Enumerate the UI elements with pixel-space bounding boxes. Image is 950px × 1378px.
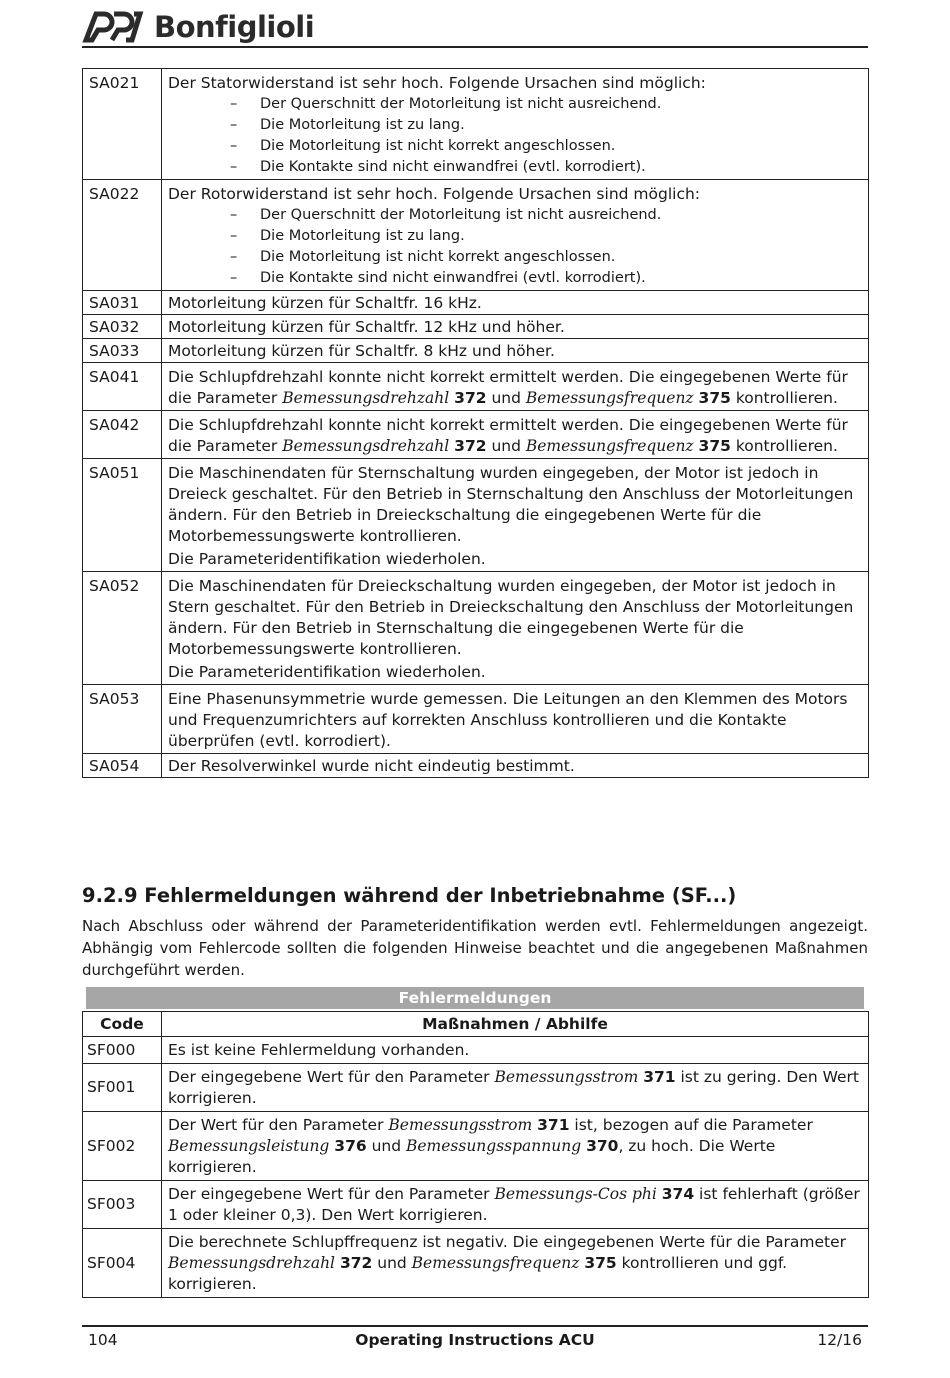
- parameter-name: Bemessungsfrequenz: [525, 437, 694, 455]
- error-code: SF002: [83, 1112, 162, 1181]
- error-code: SA051: [83, 459, 162, 572]
- error-code: SA032: [83, 315, 162, 339]
- page-header: [82, 8, 868, 48]
- parameter-name: Bemessungsdrehzahl: [168, 1254, 336, 1272]
- section-title: 9.2.9 Fehlermeldungen während der Inbetriebnahme (SF...): [82, 884, 737, 907]
- row-text: Die Maschinendaten für Dreieckschaltung wurden eingegeben, der Motor ist jedoch in Stern geschaltet. Für den Betrieb in Dreieckschaltung den Anschluss der Motorleitungen ändern. Für den Betrieb in Sternschaltung die eingegebenen Werte für die Motorbemessungswerte kontrollieren.: [168, 577, 854, 658]
- parameter-name: Bemessungsspannung: [405, 1137, 582, 1155]
- row-text: Die berechnete Schlupffrequenz ist negativ. Die eingegebenen Werte für die Parameter Bemessungsdrehzahl 372 und Bemessungsfrequenz 375 kontrollieren und ggf. korrigieren.: [162, 1229, 869, 1298]
- row-text: Die Schlupfdrehzahl konnte nicht korrekt ermittelt werden. Die eingegebenen Werte für die Parameter Bemessungsdrehzahl 372 und Bemessungsfrequenz 375 kontrollieren.: [162, 363, 869, 411]
- error-code: SA054: [83, 754, 162, 778]
- sa-codes-table: [82, 68, 869, 778]
- parameter-number: 372: [454, 389, 487, 407]
- error-code: SF003: [83, 1181, 162, 1229]
- parameter-number: 371: [537, 1116, 570, 1134]
- sf-codes-table: [82, 1011, 869, 1298]
- list-item: – Die Kontakte sind nicht einwandfrei (evtl. korrodiert).: [230, 159, 646, 175]
- parameter-name: Bemessungs-Cos phi: [494, 1185, 657, 1203]
- parameter-number: 375: [698, 389, 731, 407]
- row-text: Motorleitung kürzen für Schaltfr. 16 kHz.: [162, 291, 869, 315]
- error-code: SA033: [83, 339, 162, 363]
- parameter-number: 375: [698, 437, 731, 455]
- column-header-code: Code: [83, 1012, 162, 1037]
- table-row: [83, 315, 869, 339]
- error-code: SA042: [83, 411, 162, 459]
- table-row: [83, 180, 869, 291]
- table-row: [83, 754, 869, 778]
- list-item: – Die Motorleitung ist zu lang.: [230, 117, 465, 133]
- row-text: Es ist keine Fehlermeldung vorhanden.: [162, 1037, 869, 1064]
- table-row: [83, 1064, 869, 1112]
- table-row: [83, 291, 869, 315]
- table-row: [83, 1181, 869, 1229]
- row-text: Der Rotorwiderstand ist sehr hoch. Folgende Ursachen sind möglich:: [168, 185, 701, 203]
- page-footer: [82, 1325, 868, 1353]
- error-code: SA021: [83, 69, 162, 180]
- row-text: Der eingegebene Wert für den Parameter Bemessungs-Cos phi 374 ist fehlerhaft (größer 1 oder kleiner 0,3). Den Wert korrigieren.: [162, 1181, 869, 1229]
- parameter-number: 375: [584, 1254, 617, 1272]
- table-row: [83, 572, 869, 685]
- row-text: Der Wert für den Parameter Bemessungsstrom 371 ist, bezogen auf die Parameter Bemessungsleistung 376 und Bemessungsspannung 370, zu hoch. Die Werte korrigieren.: [162, 1112, 869, 1181]
- bonfiglioli-logo: [82, 10, 314, 44]
- brand-name: Bonfiglioli: [154, 10, 315, 44]
- parameter-name: Bemessungsfrequenz: [525, 389, 694, 407]
- row-text: Der Statorwiderstand ist sehr hoch. Folgende Ursachen sind möglich:: [168, 74, 706, 92]
- table-banner: Fehlermeldungen: [86, 987, 864, 1009]
- parameter-number: 372: [339, 1254, 373, 1272]
- list-item: – Der Querschnitt der Motorleitung ist nicht ausreichend.: [230, 207, 662, 223]
- table-row: [83, 363, 869, 411]
- parameter-number: 374: [661, 1185, 695, 1203]
- row-text: Der eingegebene Wert für den Parameter Bemessungsstrom 371 ist zu gering. Den Wert korrigieren.: [162, 1064, 869, 1112]
- row-text: Motorleitung kürzen für Schaltfr. 8 kHz und höher.: [162, 339, 869, 363]
- table-row: [83, 459, 869, 572]
- row-text: Die Schlupfdrehzahl konnte nicht korrekt ermittelt werden. Die eingegebenen Werte für die Parameter Bemessungsdrehzahl 372 und Bemessungsfrequenz 375 kontrollieren.: [162, 411, 869, 459]
- error-code: SA041: [83, 363, 162, 411]
- parameter-number: 376: [334, 1137, 367, 1155]
- error-code: SF000: [83, 1037, 162, 1064]
- table-header-row: [83, 1012, 869, 1037]
- section-intro: Nach Abschluss oder während der Parameteridentifikation werden evtl. Fehlermeldungen angezeigt. Abhängig vom Fehlercode sollten die folgenden Hinweise beachtet und die angegebenen Maßnahmen durchgeführt werden.: [82, 917, 868, 979]
- document-title: Operating Instructions ACU: [355, 1331, 595, 1349]
- list-item: – Die Motorleitung ist nicht korrekt angeschlossen.: [230, 249, 616, 265]
- parameter-name: Bemessungsdrehzahl: [282, 389, 450, 407]
- row-text: Der Resolverwinkel wurde nicht eindeutig bestimmt.: [162, 754, 869, 778]
- list-item: – Der Querschnitt der Motorleitung ist nicht ausreichend.: [230, 96, 662, 112]
- parameter-name: Bemessungsstrom: [388, 1116, 533, 1134]
- parameter-name: Bemessungsdrehzahl: [282, 437, 450, 455]
- row-text: Die Parameteridentifikation wiederholen.: [168, 550, 486, 568]
- table-row: [83, 1112, 869, 1181]
- cause-list: [168, 94, 860, 178]
- parameter-name: Bemessungsstrom: [494, 1068, 639, 1086]
- bonfiglioli-logo-icon: [82, 10, 148, 44]
- error-code: SA053: [83, 685, 162, 754]
- table-row: [83, 1037, 869, 1064]
- error-code: SA052: [83, 572, 162, 685]
- row-text: Die Maschinendaten für Sternschaltung wurden eingegeben, der Motor ist jedoch in Dreieck geschaltet. Für den Betrieb in Sternschaltung den Anschluss der Motorleitungen ändern. Für den Betrieb in Dreieckschaltung die eingegebenen Werte für die Motorbemessungswerte kontrollieren.: [168, 464, 854, 545]
- parameter-number: 372: [454, 437, 487, 455]
- parameter-name: Bemessungsleistung: [168, 1137, 330, 1155]
- column-header-action: Maßnahmen / Abhilfe: [162, 1012, 869, 1037]
- table-row: [83, 339, 869, 363]
- parameter-number: 370: [586, 1137, 619, 1155]
- parameter-number: 371: [643, 1068, 676, 1086]
- list-item: – Die Motorleitung ist zu lang.: [230, 228, 465, 244]
- row-text: Motorleitung kürzen für Schaltfr. 12 kHz und höher.: [162, 315, 869, 339]
- table-row: [83, 1229, 869, 1298]
- table-row: [83, 411, 869, 459]
- parameter-name: Bemessungsfrequenz: [411, 1254, 580, 1272]
- error-code: SF001: [83, 1064, 162, 1112]
- error-code: SA031: [83, 291, 162, 315]
- table-row: [83, 69, 869, 180]
- table-row: [83, 685, 869, 754]
- document-date: 12/16: [817, 1331, 862, 1349]
- error-code: SF004: [83, 1229, 162, 1298]
- error-code: SA022: [83, 180, 162, 291]
- cause-list: [168, 205, 860, 289]
- list-item: – Die Kontakte sind nicht einwandfrei (evtl. korrodiert).: [230, 270, 646, 286]
- list-item: – Die Motorleitung ist nicht korrekt angeschlossen.: [230, 138, 616, 154]
- row-text: Die Parameteridentifikation wiederholen.: [168, 663, 486, 681]
- row-text: Eine Phasenunsymmetrie wurde gemessen. Die Leitungen an den Klemmen des Motors und Frequenzumrichters auf korrekten Anschluss kontrollieren und die Kontakte überprüfen (evtl. korrodiert).: [162, 685, 869, 754]
- page-number: 104: [88, 1331, 118, 1349]
